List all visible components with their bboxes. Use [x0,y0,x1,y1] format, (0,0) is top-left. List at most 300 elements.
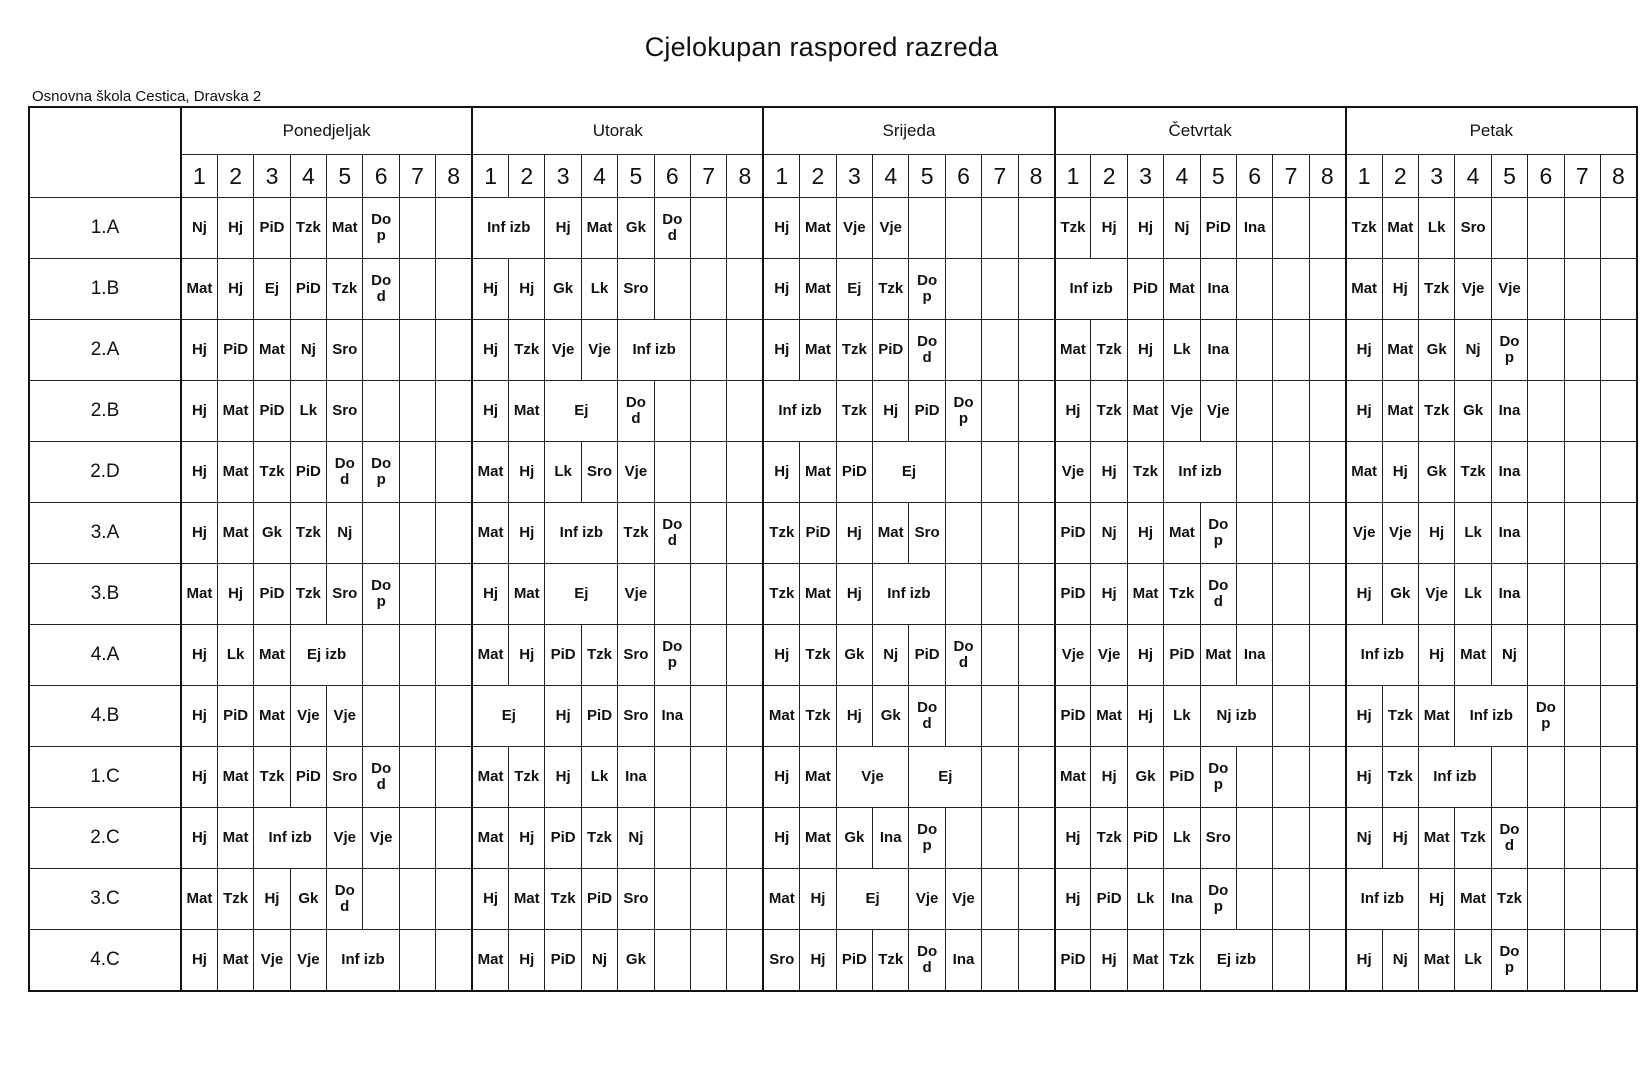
lesson-cell: PiD [1200,198,1236,259]
lesson-cell: Vje [909,869,945,930]
lesson-cell: PiD [909,625,945,686]
lesson-cell: Do d [909,686,945,747]
empty-cell [1564,869,1600,930]
class-name: 4.B [29,686,181,747]
lesson-cell: Do p [1200,869,1236,930]
period-header: 2 [1382,155,1418,198]
lesson-cell: PiD [545,625,581,686]
empty-cell [1528,259,1564,320]
lesson-cell: Inf izb [1418,747,1491,808]
empty-cell [1528,564,1564,625]
empty-cell [945,320,981,381]
class-name: 3.C [29,869,181,930]
lesson-cell: PiD [290,442,326,503]
empty-cell [1564,930,1600,992]
empty-cell [982,503,1018,564]
class-row [29,564,1637,625]
lesson-cell: Tzk [836,381,872,442]
lesson-cell: Mat [472,808,508,869]
empty-cell [691,869,727,930]
empty-cell [691,442,727,503]
period-header: 3 [836,155,872,198]
lesson-cell: Nj [1491,625,1527,686]
empty-cell [363,503,399,564]
empty-cell [1600,198,1637,259]
lesson-cell: Do d [909,930,945,992]
lesson-cell: Lk [290,381,326,442]
lesson-cell: Gk [836,808,872,869]
lesson-cell: Vje [1455,259,1491,320]
lesson-cell: Nj [181,198,217,259]
empty-cell [1018,320,1054,381]
empty-cell [436,442,472,503]
empty-cell [945,564,981,625]
lesson-cell: Mat [1127,381,1163,442]
lesson-cell: Ina [1491,564,1527,625]
lesson-cell: Hj [181,625,217,686]
lesson-cell: Hj [545,747,581,808]
lesson-cell: Lk [581,259,617,320]
lesson-cell: Hj [1418,503,1454,564]
empty-cell [1273,442,1309,503]
lesson-cell: Hj [800,930,836,992]
lesson-cell: Tzk [873,930,909,992]
lesson-cell: PiD [581,869,617,930]
empty-cell [1309,808,1345,869]
lesson-cell: Hj [763,747,799,808]
lesson-cell: PiD [909,381,945,442]
period-header: 7 [691,155,727,198]
lesson-cell: Hj [217,198,253,259]
empty-cell [1018,686,1054,747]
class-name: 3.A [29,503,181,564]
lesson-cell: Do p [654,625,690,686]
empty-cell [1564,259,1600,320]
empty-cell [727,198,763,259]
empty-cell [1564,381,1600,442]
lesson-cell: Lk [1455,930,1491,992]
class-row [29,259,1637,320]
empty-cell [1600,625,1637,686]
lesson-cell: Hj [181,381,217,442]
lesson-cell: Hj [181,930,217,992]
class-row [29,869,1637,930]
empty-cell [399,381,435,442]
period-header: 1 [1346,155,1382,198]
lesson-cell: Inf izb [254,808,327,869]
lesson-cell: Nj [618,808,654,869]
empty-cell [691,625,727,686]
lesson-cell: Tzk [763,564,799,625]
empty-cell [982,808,1018,869]
lesson-cell: Mat [1455,869,1491,930]
empty-cell [1018,564,1054,625]
period-header: 6 [945,155,981,198]
empty-cell [1600,930,1637,992]
lesson-cell: Inf izb [1164,442,1237,503]
lesson-cell: Sro [1200,808,1236,869]
lesson-cell: Hj [763,320,799,381]
lesson-cell: Gk [1382,564,1418,625]
empty-cell [1236,808,1272,869]
lesson-cell: Do p [1528,686,1564,747]
period-header: 6 [654,155,690,198]
lesson-cell: Hj [1346,930,1382,992]
lesson-cell: Vje [327,686,363,747]
empty-cell [727,320,763,381]
lesson-cell: Mat [472,625,508,686]
lesson-cell: Tzk [1164,564,1200,625]
lesson-cell: Hj [1418,869,1454,930]
empty-cell [691,930,727,992]
empty-cell [1309,503,1345,564]
lesson-cell: Do d [327,869,363,930]
lesson-cell: Sro [1455,198,1491,259]
empty-cell [1600,442,1637,503]
empty-cell [691,808,727,869]
lesson-cell: Ej [472,686,545,747]
empty-cell [1600,686,1637,747]
empty-cell [436,381,472,442]
empty-cell [1236,259,1272,320]
lesson-cell: Vje [363,808,399,869]
lesson-cell: Mat [800,259,836,320]
empty-cell [1273,320,1309,381]
class-name: 4.C [29,930,181,992]
lesson-cell: Mat [181,869,217,930]
empty-cell [654,381,690,442]
lesson-cell: Vje [1164,381,1200,442]
lesson-cell: Mat [1127,564,1163,625]
lesson-cell: PiD [1127,259,1163,320]
empty-cell [363,320,399,381]
lesson-cell: Tzk [1346,198,1382,259]
empty-cell [1236,869,1272,930]
lesson-cell: Lk [1455,503,1491,564]
empty-cell [654,564,690,625]
empty-cell [436,808,472,869]
empty-cell [363,625,399,686]
lesson-cell: Tzk [1091,381,1127,442]
lesson-cell: Tzk [581,625,617,686]
empty-cell [1309,320,1345,381]
lesson-cell: Sro [618,686,654,747]
lesson-cell: Hj [1055,808,1091,869]
empty-cell [399,869,435,930]
lesson-cell: Do p [1491,930,1527,992]
lesson-cell: Tzk [800,686,836,747]
lesson-cell: Hj [1127,686,1163,747]
lesson-cell: Do d [1491,808,1527,869]
class-row [29,747,1637,808]
lesson-cell: Hj [1091,747,1127,808]
empty-cell [945,686,981,747]
class-row [29,625,1637,686]
empty-cell [399,686,435,747]
lesson-cell: Hj [1055,869,1091,930]
lesson-cell: Tzk [509,747,545,808]
lesson-cell: Mat [509,869,545,930]
lesson-cell: Hj [1382,259,1418,320]
empty-cell [1018,381,1054,442]
lesson-cell: PiD [1164,747,1200,808]
empty-cell [436,686,472,747]
class-row [29,381,1637,442]
lesson-cell: Hj [1346,564,1382,625]
lesson-cell: Sro [327,320,363,381]
lesson-cell: Do d [363,747,399,808]
lesson-cell: Tzk [618,503,654,564]
lesson-cell: Tzk [290,503,326,564]
period-header: 1 [472,155,508,198]
empty-cell [1564,808,1600,869]
lesson-cell: Vje [873,198,909,259]
empty-cell [727,442,763,503]
period-header: 3 [1418,155,1454,198]
lesson-cell: Ina [1491,503,1527,564]
lesson-cell: PiD [290,259,326,320]
lesson-cell: Mat [1418,808,1454,869]
lesson-cell: Hj [181,808,217,869]
lesson-cell: Mat [581,198,617,259]
lesson-cell: Vje [1091,625,1127,686]
lesson-cell: Sro [327,564,363,625]
lesson-cell: Vje [1491,259,1527,320]
lesson-cell: Vje [836,198,872,259]
lesson-cell: PiD [1055,564,1091,625]
period-header: 6 [1236,155,1272,198]
lesson-cell: Tzk [509,320,545,381]
period-header: 5 [909,155,945,198]
lesson-cell: Hj [509,808,545,869]
lesson-cell: Mat [217,930,253,992]
lesson-cell: Do d [945,625,981,686]
lesson-cell: Inf izb [545,503,618,564]
lesson-cell: PiD [1091,869,1127,930]
lesson-cell: Mat [1418,930,1454,992]
empty-cell [1273,503,1309,564]
empty-cell [1564,320,1600,381]
period-header: 7 [1564,155,1600,198]
empty-cell [1309,747,1345,808]
empty-cell [691,564,727,625]
lesson-cell: Gk [618,930,654,992]
day-header: Ponedjeljak [181,107,472,155]
empty-cell [363,869,399,930]
empty-cell [982,625,1018,686]
empty-cell [945,808,981,869]
lesson-cell: Do d [654,503,690,564]
empty-cell [654,259,690,320]
empty-cell [1309,869,1345,930]
lesson-cell: Ej [254,259,290,320]
empty-cell [945,259,981,320]
lesson-cell: Hj [181,503,217,564]
empty-cell [654,442,690,503]
empty-cell [399,442,435,503]
lesson-cell: Lk [1127,869,1163,930]
empty-cell [1600,869,1637,930]
lesson-cell: Hj [1346,320,1382,381]
empty-cell [727,381,763,442]
lesson-cell: Nj izb [1200,686,1273,747]
class-name: 2.B [29,381,181,442]
empty-cell [727,869,763,930]
lesson-cell: PiD [581,686,617,747]
page-title: Cjelokupan raspored razreda [644,32,999,62]
lesson-cell: Hj [1418,625,1454,686]
lesson-cell: Ina [945,930,981,992]
empty-cell [727,503,763,564]
lesson-cell: Inf izb [763,381,836,442]
lesson-cell: Vje [1055,442,1091,503]
lesson-cell: Hj [217,564,253,625]
lesson-cell: Hj [1127,503,1163,564]
empty-cell [1018,747,1054,808]
lesson-cell: PiD [254,381,290,442]
lesson-cell: Hj [1346,686,1382,747]
class-name: 2.A [29,320,181,381]
empty-cell [1018,808,1054,869]
empty-cell [691,320,727,381]
class-row [29,320,1637,381]
lesson-cell: Mat [217,808,253,869]
empty-cell [1528,930,1564,992]
lesson-cell: Mat [1164,503,1200,564]
class-row [29,503,1637,564]
lesson-cell: Lk [581,747,617,808]
lesson-cell: Hj [509,503,545,564]
period-header: 5 [1491,155,1527,198]
lesson-cell: Tzk [254,747,290,808]
lesson-cell: Ina [1200,259,1236,320]
empty-cell [654,808,690,869]
empty-cell [1564,564,1600,625]
lesson-cell: Tzk [545,869,581,930]
lesson-cell: Inf izb [472,198,545,259]
lesson-cell: Hj [836,564,872,625]
lesson-cell: Vje [1346,503,1382,564]
lesson-cell: Hj [1382,808,1418,869]
lesson-cell: Sro [763,930,799,992]
lesson-cell: Mat [472,442,508,503]
empty-cell [1273,747,1309,808]
empty-cell [436,869,472,930]
empty-cell [654,747,690,808]
lesson-cell: Lk [1164,686,1200,747]
empty-cell [982,747,1018,808]
lesson-cell: Mat [181,564,217,625]
lesson-cell: Ina [1236,198,1272,259]
lesson-cell: Mat [763,686,799,747]
empty-cell [1273,381,1309,442]
period-header: 5 [618,155,654,198]
lesson-cell: Mat [1346,442,1382,503]
lesson-cell: Mat [254,686,290,747]
lesson-cell: Tzk [873,259,909,320]
lesson-cell: Hj [472,381,508,442]
lesson-cell: Vje [618,564,654,625]
period-header: 3 [545,155,581,198]
lesson-cell: Lk [1455,564,1491,625]
empty-cell [1309,442,1345,503]
period-header: 2 [217,155,253,198]
period-header: 4 [581,155,617,198]
lesson-cell: Inf izb [618,320,691,381]
lesson-cell: Sro [581,442,617,503]
lesson-cell: Hj [217,259,253,320]
period-header: 3 [1127,155,1163,198]
lesson-cell: PiD [254,198,290,259]
empty-cell [1273,564,1309,625]
lesson-cell: Tzk [1382,747,1418,808]
lesson-cell: Hj [181,442,217,503]
lesson-cell: Nj [1346,808,1382,869]
lesson-cell: Hj [836,686,872,747]
lesson-cell: Hj [763,808,799,869]
class-row [29,808,1637,869]
empty-cell [1236,564,1272,625]
lesson-cell: Mat [1055,747,1091,808]
lesson-cell: Tzk [1091,808,1127,869]
lesson-cell: Hj [472,564,508,625]
lesson-cell: Sro [909,503,945,564]
lesson-cell: Mat [254,320,290,381]
empty-cell [1564,747,1600,808]
lesson-cell: Inf izb [873,564,946,625]
lesson-cell: Mat [800,320,836,381]
lesson-cell: Vje [254,930,290,992]
empty-cell [945,198,981,259]
empty-cell [909,198,945,259]
empty-cell [727,625,763,686]
day-header: Petak [1346,107,1637,155]
lesson-cell: PiD [873,320,909,381]
empty-cell [727,808,763,869]
lesson-cell: Hj [1127,625,1163,686]
school-name: Osnovna škola Cestica, Dravska 2 [32,88,262,105]
lesson-cell: Ej [873,442,946,503]
lesson-cell: Vje [1055,625,1091,686]
empty-cell [436,930,472,992]
period-header: 8 [727,155,763,198]
empty-cell [982,381,1018,442]
empty-cell [1273,930,1309,992]
lesson-cell: Mat [800,442,836,503]
empty-cell [1273,686,1309,747]
lesson-cell: Ina [1200,320,1236,381]
lesson-cell: Lk [1418,198,1454,259]
lesson-cell: Mat [217,442,253,503]
class-name: 1.A [29,198,181,259]
lesson-cell: Mat [1418,686,1454,747]
lesson-cell: Vje [1418,564,1454,625]
empty-cell [436,503,472,564]
lesson-cell: Inf izb [327,930,400,992]
empty-cell [1528,503,1564,564]
empty-cell [982,564,1018,625]
class-name: 4.A [29,625,181,686]
lesson-cell: PiD [800,503,836,564]
lesson-cell: Ina [1236,625,1272,686]
empty-cell [1273,259,1309,320]
lesson-cell: Hj [545,686,581,747]
lesson-cell: Ej [909,747,982,808]
lesson-cell: Gk [254,503,290,564]
lesson-cell: Mat [873,503,909,564]
period-header: 1 [763,155,799,198]
lesson-cell: Mat [217,503,253,564]
